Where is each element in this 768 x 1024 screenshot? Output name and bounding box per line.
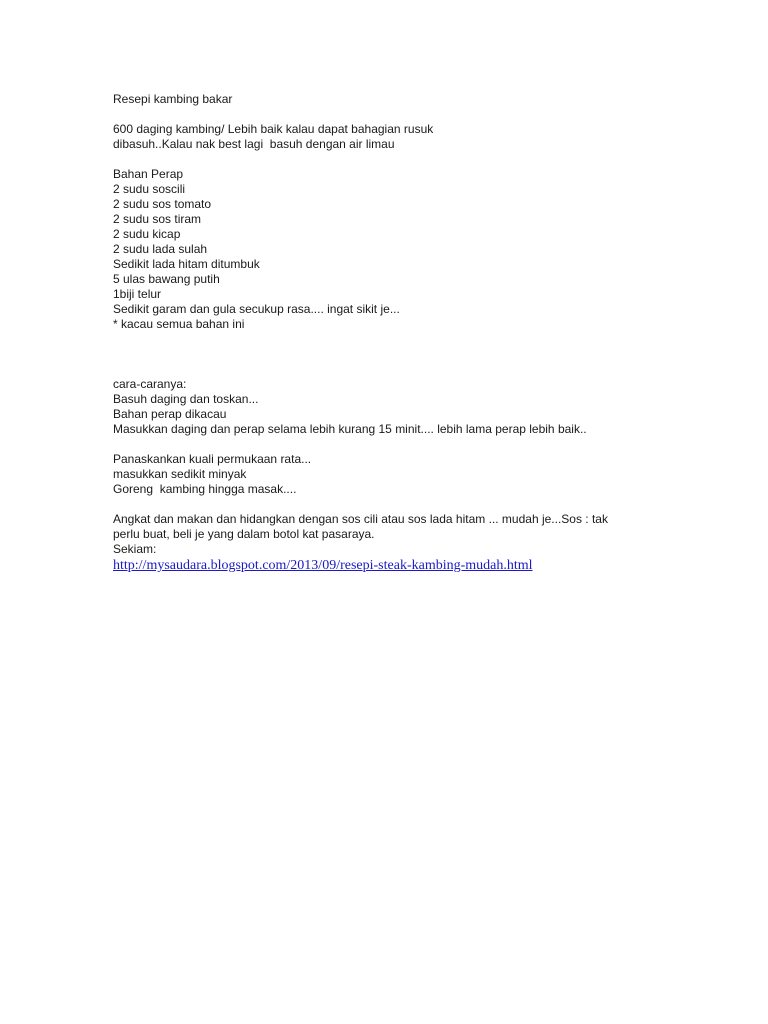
- ingredient-item: 2 sudu lada sulah: [113, 242, 208, 256]
- perap-heading: Bahan Perap: [113, 167, 184, 181]
- ingredient-item: 2 sudu soscili: [113, 182, 186, 196]
- method-step: Basuh daging dan toskan...: [113, 392, 259, 406]
- ingredient-item: 5 ulas bawang putih: [113, 272, 220, 286]
- ingredient-item: 2 sudu sos tomato: [113, 197, 212, 211]
- intro-line: 600 daging kambing/ Lebih baik kalau dapat bahagian rusuk: [113, 122, 434, 136]
- spacer: [113, 332, 673, 362]
- spacer: [113, 107, 673, 122]
- source-label: Sekiam:: [113, 542, 157, 556]
- method-step: Goreng kambing hingga masak....: [113, 482, 297, 496]
- method-step: Masukkan daging dan perap selama lebih kurang 15 minit.... lebih lama perap lebih baik..: [113, 422, 587, 436]
- recipe-content: [113, 92, 673, 574]
- ingredient-item: Sedikit lada hitam ditumbuk: [113, 257, 260, 271]
- spacer: [113, 437, 673, 452]
- ingredient-item: 2 sudu kicap: [113, 227, 181, 241]
- ingredient-item: 1biji telur: [113, 287, 162, 301]
- method-step: masukkan sedikit minyak: [113, 467, 247, 481]
- method-heading: cara-caranya:: [113, 377, 187, 391]
- spacer: [113, 362, 673, 377]
- ingredient-item: * kacau semua bahan ini: [113, 317, 245, 331]
- ingredient-item: Sedikit garam dan gula secukup rasa.... ingat sikit je...: [113, 302, 400, 316]
- closing-line: perlu buat, beli je yang dalam botol kat pasaraya.: [113, 527, 375, 541]
- spacer: [113, 152, 673, 167]
- closing-line: Angkat dan makan dan hidangkan dengan sos cili atau sos lada hitam ... mudah je...Sos : tak: [113, 512, 608, 526]
- spacer: [113, 497, 673, 512]
- method-step: Bahan perap dikacau: [113, 407, 227, 421]
- recipe-title: Resepi kambing bakar: [113, 92, 233, 106]
- method-step: Panaskankan kuali permukaan rata...: [113, 452, 312, 466]
- source-link[interactable]: http://mysaudara.blogspot.com/2013/09/resepi-steak-kambing-mudah.html: [113, 558, 533, 573]
- intro-line: dibasuh..Kalau nak best lagi basuh dengan air limau: [113, 137, 395, 151]
- ingredient-item: 2 sudu sos tiram: [113, 212, 202, 226]
